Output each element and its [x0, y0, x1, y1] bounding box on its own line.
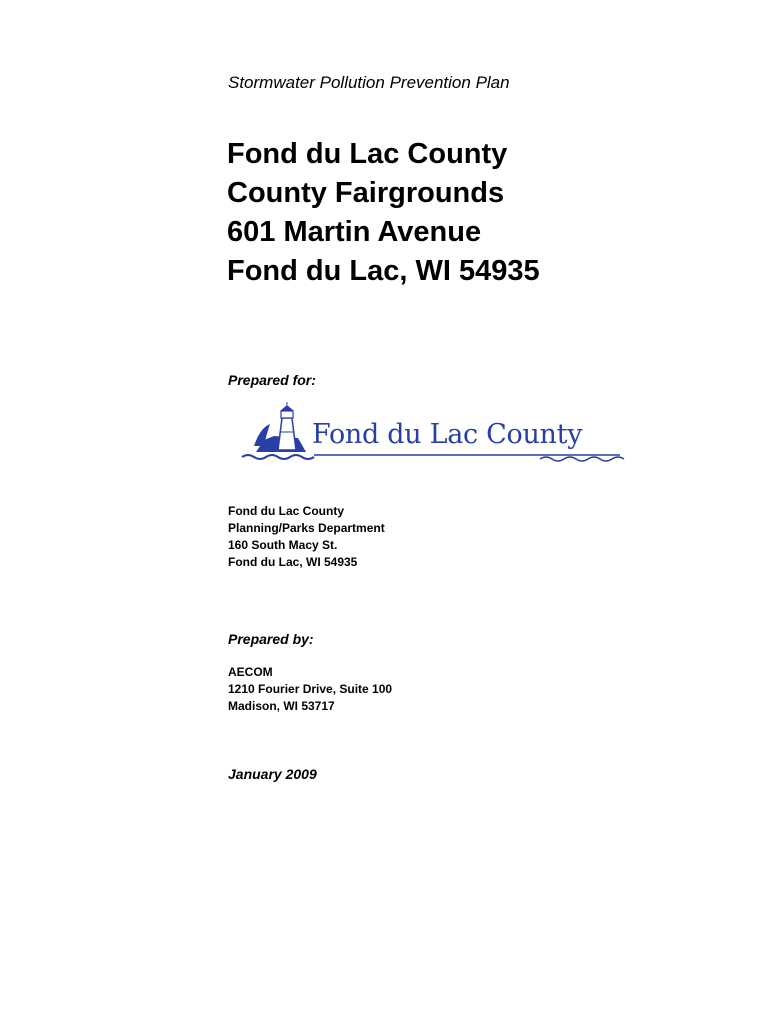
- address-line: 1210 Fourier Drive, Suite 100: [228, 682, 393, 696]
- client-address: [228, 503, 385, 571]
- address-line: Fond du Lac, WI 54935: [228, 555, 358, 569]
- county-logo: [240, 402, 625, 468]
- title-line: 601 Martin Avenue: [227, 216, 482, 248]
- prepared-by-label: Prepared by:: [228, 631, 314, 647]
- address-line: AECOM: [228, 665, 273, 679]
- document-date: January 2009: [228, 766, 317, 782]
- title-line: Fond du Lac County: [227, 138, 508, 170]
- address-line: Fond du Lac County: [228, 504, 344, 518]
- address-line: Madison, WI 53717: [228, 699, 335, 713]
- document-title: [227, 135, 540, 291]
- prepared-for-label: Prepared for:: [228, 372, 316, 388]
- document-subtitle: Stormwater Pollution Prevention Plan: [228, 73, 510, 92]
- logo-text: Fond du Lac County: [312, 419, 583, 450]
- title-line: Fond du Lac, WI 54935: [227, 255, 540, 287]
- address-line: 160 South Macy St.: [228, 538, 338, 552]
- title-line: County Fairgrounds: [227, 177, 505, 209]
- address-line: Planning/Parks Department: [228, 521, 385, 535]
- firm-address: [228, 664, 392, 715]
